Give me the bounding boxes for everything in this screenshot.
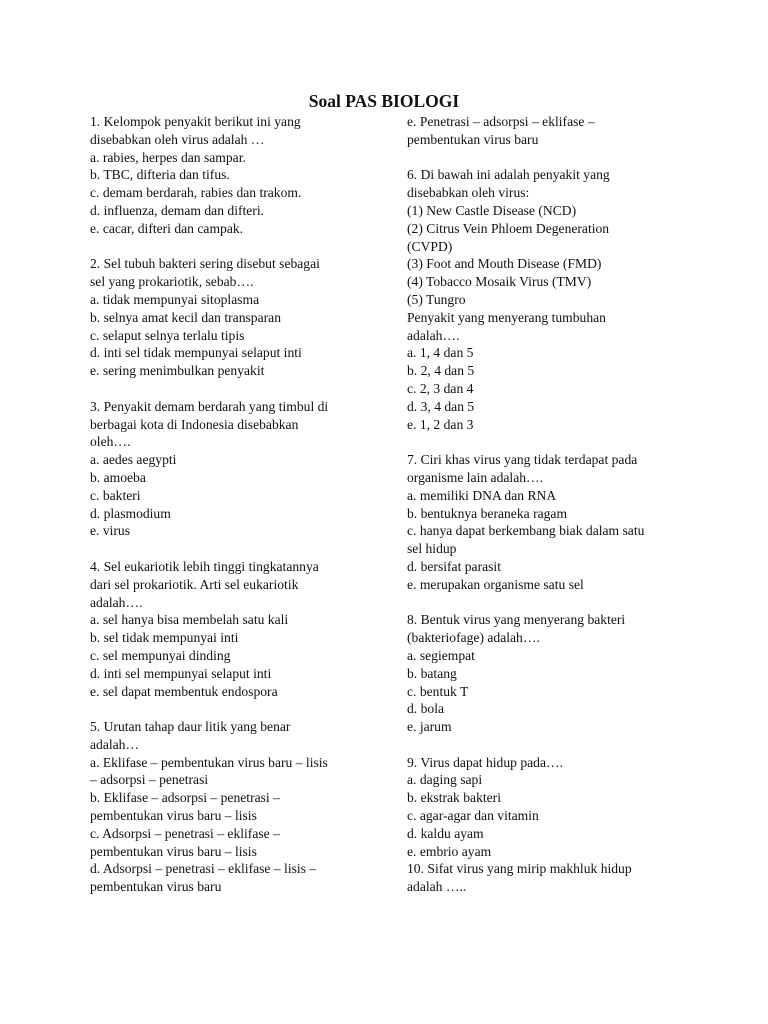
answer-option: e. embrio ayam: [407, 843, 492, 859]
answer-option: a. Eklifase – pembentukan virus baru – lisis: [90, 754, 328, 770]
answer-option: d. inti sel mempunyai selaput inti: [90, 665, 272, 681]
answer-option: pembentukan virus baru: [90, 879, 222, 895]
question-text: dari sel prokariotik. Arti sel eukariotik: [90, 576, 299, 592]
question-text: adalah…: [90, 736, 140, 752]
answer-option: a. rabies, herpes dan sampar.: [90, 149, 246, 165]
question-text: disebabkan oleh virus adalah …: [90, 131, 265, 147]
question-text: berbagai kota di Indonesia disebabkan: [90, 416, 299, 432]
answer-option: e. jarum: [407, 719, 452, 735]
question-block: [90, 113, 368, 238]
answer-option: b. ekstrak bakteri: [407, 790, 501, 806]
answer-option: e. merupakan organisme satu sel: [407, 576, 584, 592]
answer-option: c. bentuk T: [407, 683, 469, 699]
answer-option: e. virus: [90, 523, 131, 539]
question-text: 7. Ciri khas virus yang tidak terdapat pada: [407, 452, 638, 468]
answer-option: a. sel hanya bisa membelah satu kali: [90, 612, 289, 628]
answer-option: a. segiempat: [407, 647, 475, 663]
answer-option: b. sel tidak mempunyai inti: [90, 630, 239, 646]
answer-option: b. batang: [407, 665, 457, 681]
answer-option: a. tidak mempunyai sitoplasma: [90, 291, 260, 307]
answer-option: d. kaldu ayam: [407, 825, 484, 841]
question-text: sel yang prokariotik, sebab….: [90, 274, 254, 290]
answer-option: e. sel dapat membentuk endospora: [90, 683, 278, 699]
question-text: (1) New Castle Disease (NCD): [407, 202, 577, 218]
question-text: 4. Sel eukariotik lebih tinggi tingkatannya: [90, 558, 319, 574]
answer-option: d. Adsorpsi – penetrasi – eklifase – lisis –: [90, 861, 317, 877]
question-block: [90, 398, 368, 540]
question-text: adalah….: [407, 327, 460, 343]
right-column: [407, 113, 679, 914]
answer-option: e. Penetrasi – adsorpsi – eklifase –: [407, 114, 595, 129]
answer-option: a. 1, 4 dan 5: [407, 345, 474, 361]
answer-option: c. 2, 3 dan 4: [407, 380, 474, 396]
question-text: 1. Kelompok penyakit berikut ini yang: [90, 114, 301, 129]
answer-option: a. aedes aegypti: [90, 452, 177, 468]
answer-option: a. daging sapi: [407, 772, 483, 788]
answer-option: d. 3, 4 dan 5: [407, 398, 475, 414]
question-block: [407, 754, 679, 861]
question-text: adalah….: [90, 594, 143, 610]
answer-option: b. 2, 4 dan 5: [407, 363, 475, 379]
question-text: 5. Urutan tahap daur litik yang benar: [90, 719, 291, 735]
question-text: (5) Tungro: [407, 291, 466, 307]
question-text: oleh….: [90, 434, 131, 450]
left-column: [90, 113, 368, 914]
question-text: (CVPD): [407, 238, 453, 254]
question-text: 9. Virus dapat hidup pada….: [407, 754, 563, 770]
question-block: [90, 558, 368, 700]
question-text: 3. Penyakit demam berdarah yang timbul di: [90, 398, 329, 414]
question-text: (3) Foot and Mouth Disease (FMD): [407, 256, 602, 272]
question-text: (2) Citrus Vein Phloem Degeneration: [407, 220, 610, 236]
answer-option: d. bersifat parasit: [407, 558, 501, 574]
answer-option: d. influenza, demam dan difteri.: [90, 202, 265, 218]
question-text: 6. Di bawah ini adalah penyakit yang: [407, 167, 610, 183]
answer-option: pembentukan virus baru: [407, 131, 539, 147]
question-text: disebabkan oleh virus:: [407, 185, 530, 201]
question-text: 10. Sifat virus yang mirip makhluk hidup: [407, 861, 632, 877]
question-text: 2. Sel tubuh bakteri sering disebut sebagai: [90, 256, 320, 272]
page-title: Soal PAS BIOLOGI: [308, 91, 460, 111]
question-block: [90, 255, 368, 380]
question-block: [407, 113, 679, 149]
answer-option: e. 1, 2 dan 3: [407, 416, 474, 432]
question-block: [90, 718, 368, 896]
answer-option: c. demam berdarah, rabies dan trakom.: [90, 185, 302, 201]
question-text: organisme lain adalah….: [407, 469, 544, 485]
answer-option: b. amoeba: [90, 469, 146, 485]
answer-option: c. hanya dapat berkembang biak dalam satu: [407, 523, 645, 539]
answer-option: d. bola: [407, 701, 444, 717]
answer-option: c. sel mempunyai dinding: [90, 647, 231, 663]
question-block: [407, 166, 679, 433]
question-block: [407, 451, 679, 593]
answer-option: b. Eklifase – adsorpsi – penetrasi –: [90, 790, 280, 806]
answer-option: d. plasmodium: [90, 505, 171, 521]
question-text: (bakteriofage) adalah….: [407, 630, 540, 646]
answer-option: sel hidup: [407, 541, 457, 557]
question-text: 8. Bentuk virus yang menyerang bakteri: [407, 612, 626, 628]
answer-option: e. sering menimbulkan penyakit: [90, 363, 265, 379]
question-block: [407, 611, 679, 736]
answer-option: c. bakteri: [90, 487, 141, 503]
question-block: [407, 860, 679, 896]
answer-option: pembentukan virus baru – lisis: [90, 843, 257, 859]
answer-option: a. memiliki DNA dan RNA: [407, 487, 557, 503]
answer-option: c. Adsorpsi – penetrasi – eklifase –: [90, 825, 280, 841]
question-text: (4) Tobacco Mosaik Virus (TMV): [407, 274, 592, 290]
answer-option: c. selaput selnya terlalu tipis: [90, 327, 245, 343]
answer-option: e. cacar, difteri dan campak.: [90, 220, 244, 236]
question-text: Penyakit yang menyerang tumbuhan: [407, 309, 606, 325]
answer-option: b. TBC, difteria dan tifus.: [90, 167, 230, 183]
question-text: adalah …..: [407, 879, 467, 895]
answer-option: b. selnya amat kecil dan transparan: [90, 309, 281, 325]
answer-option: c. agar-agar dan vitamin: [407, 808, 539, 824]
answer-option: – adsorpsi – penetrasi: [90, 772, 209, 788]
answer-option: d. inti sel tidak mempunyai selaput inti: [90, 345, 302, 361]
answer-option: b. bentuknya beraneka ragam: [407, 505, 568, 521]
answer-option: pembentukan virus baru – lisis: [90, 808, 257, 824]
